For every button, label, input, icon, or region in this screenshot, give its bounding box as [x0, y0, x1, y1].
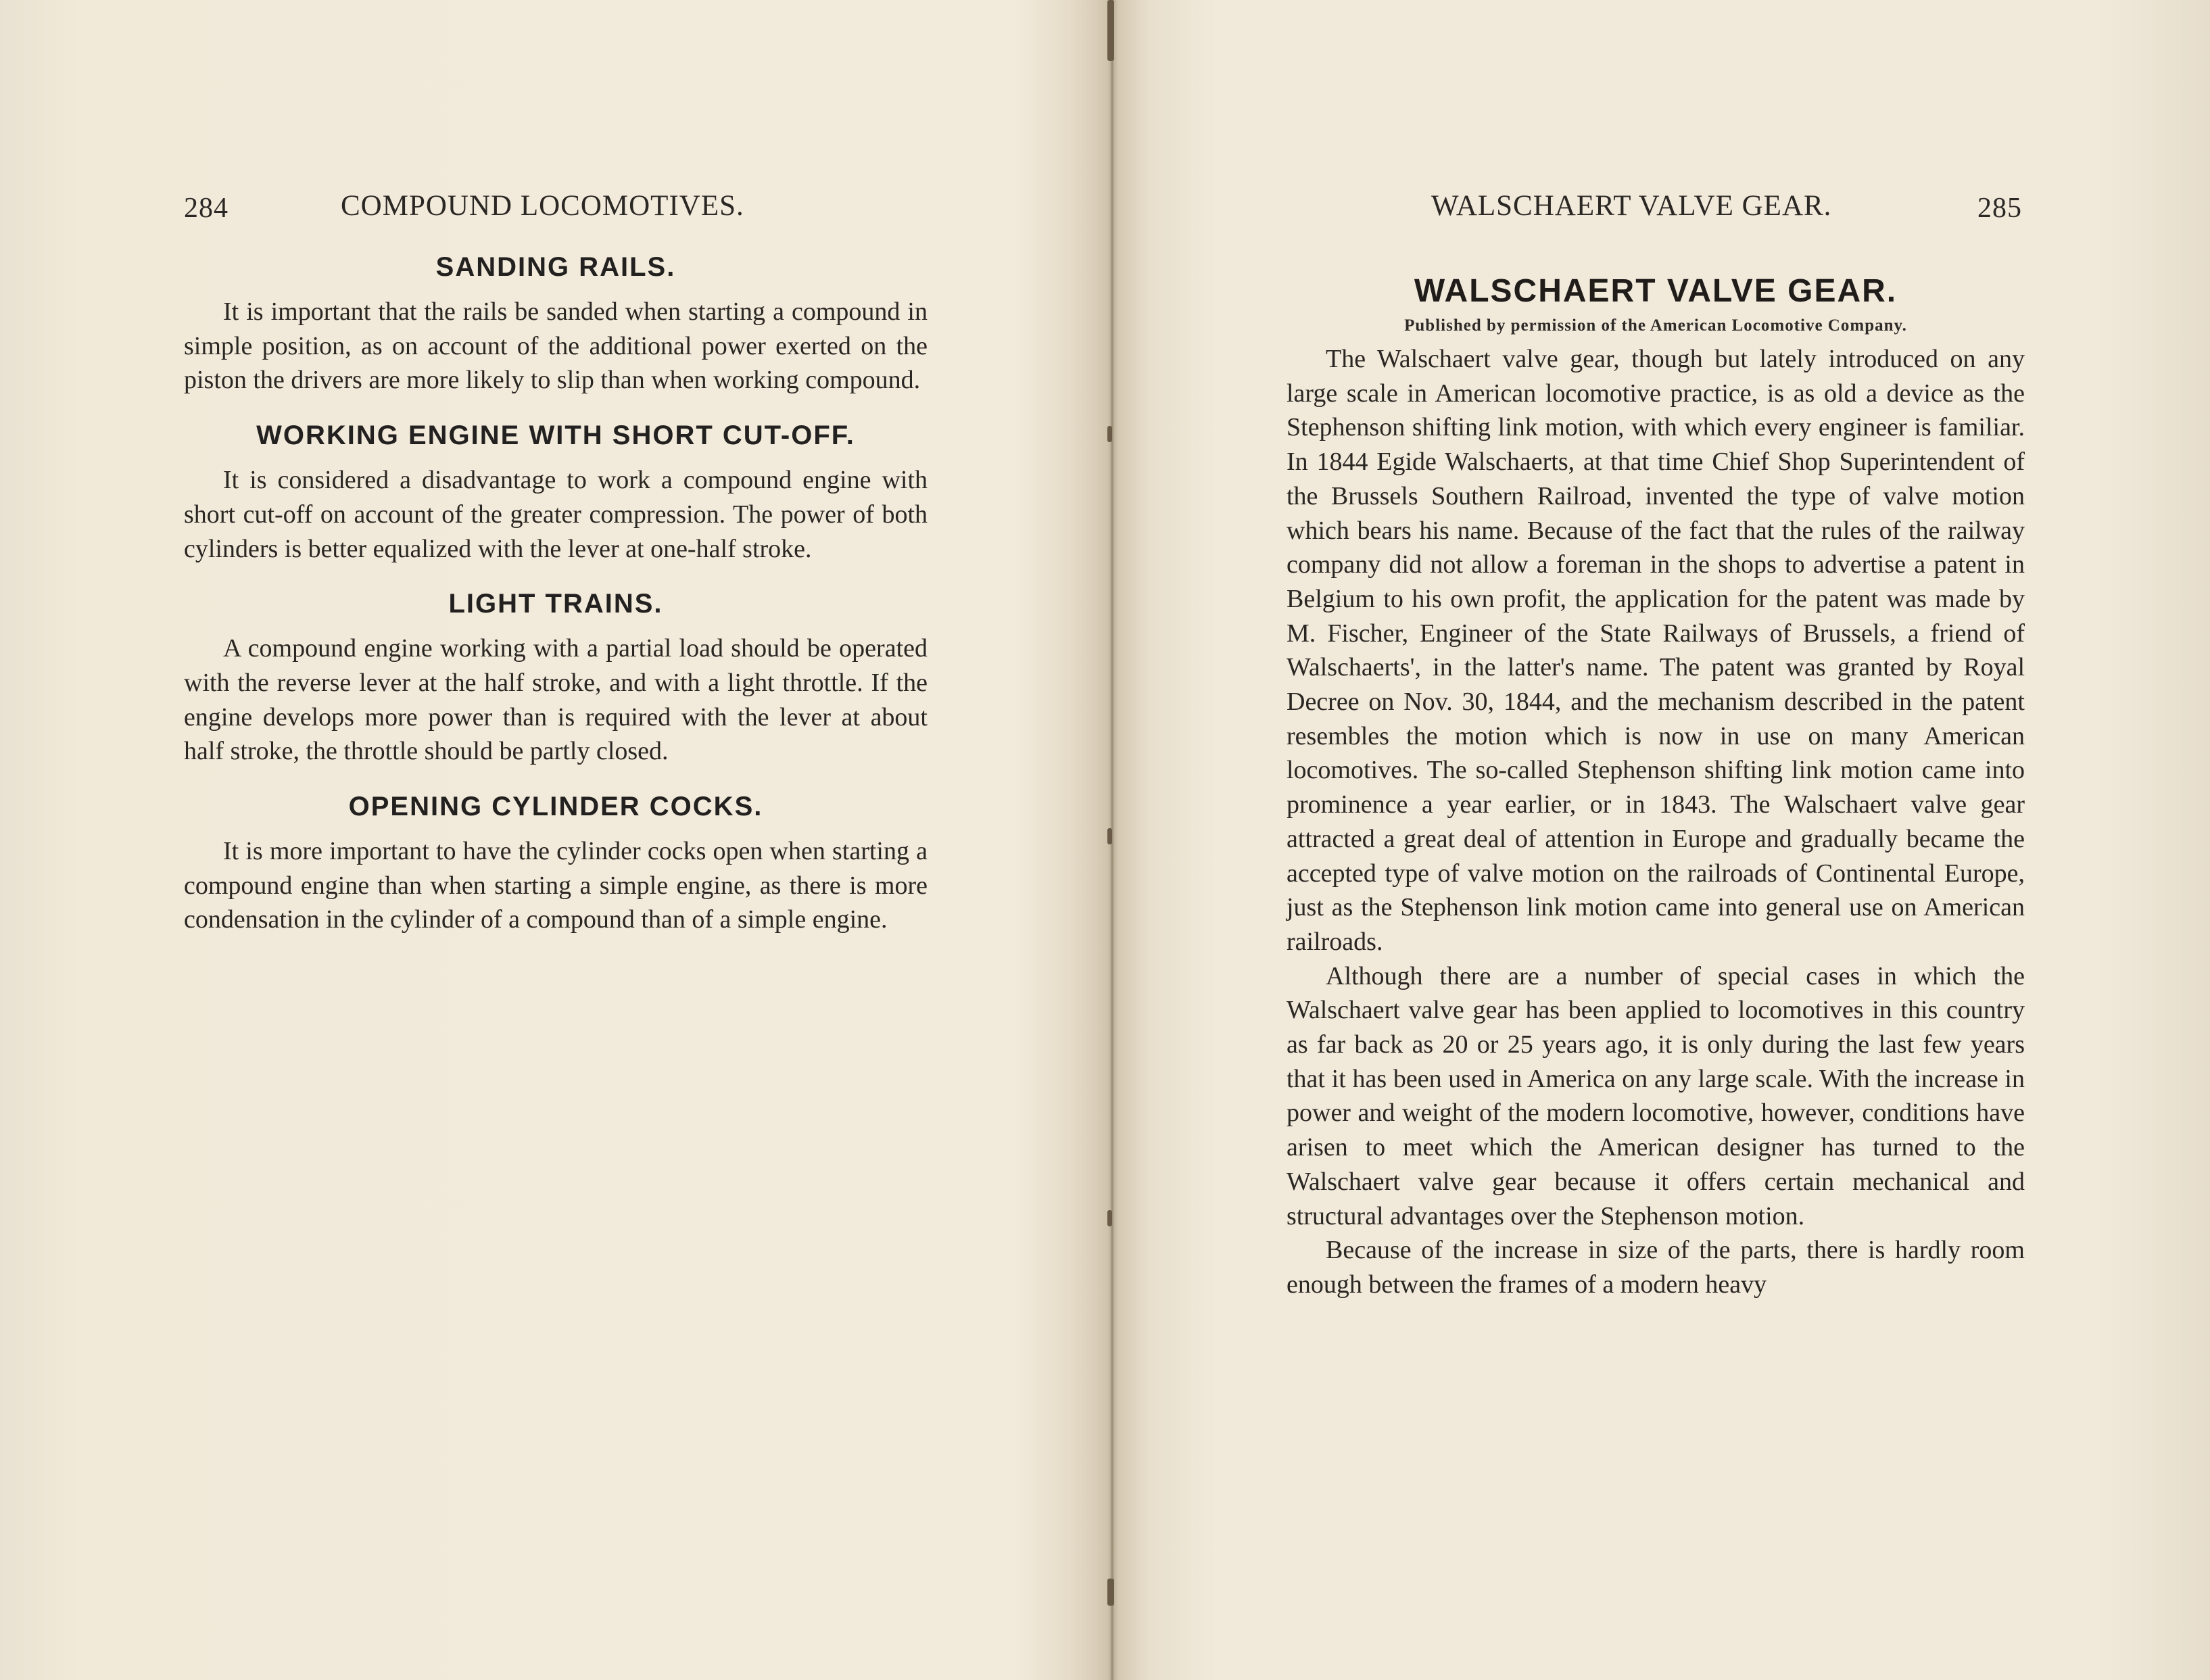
section-heading: SANDING RAILS. — [435, 252, 676, 282]
article-paragraph: Although there are a number of special cases in which the Walschaert valve gear has been applied to locomotives in this country as far back as 20 or 25 years ago, it is only during the last few years that it has been used in America on any large scale. With the increase in power and weight of the modern locomotive, however, conditions have arisen to meet which the American designer has turned to the Walschaert valve gear because it offers certain mechanical and structural advantages over the Stephenson motion. — [1287, 961, 2025, 1230]
section-paragraph: It is more important to have the cylinder cocks open when starting a compound engine than when starting a simple engine, as there is more condensation in the cylinder of a compound than of a simple engine. — [184, 837, 928, 934]
left-page-number: 284 — [184, 193, 229, 224]
section-paragraph: It is considered a disadvantage to work a compound engine with short cut-off on account of the greater compression. The power of both cylinders is better equalized with the lever at one-half stroke. — [184, 466, 928, 563]
article-paragraph: The Walschaert valve gear, though but lately introduced on any large scale in American locomotive practice, is as old a device as the Stephenson shifting link motion, with which every engineer is familiar. In 1844 Egide Walschaerts, at that time Chief Shop Superintendent of the Brussels Southern Railroad, invented the type of valve motion which bears his name. Because of the fact that the rules of the railway company did not allow a foreman in the shops to advertise a patent in Belgium to his own profit, the application for the patent was made by M. Fischer, Engineer of the State Railways of Brussels, a friend of Walschaerts', in the latter's name. The patent was granted by Royal Decree on Nov. 30, 1844, and the mechanism described in the patent resembles the motion which is now in use on many American locomotives. The so-called Stephenson shifting link motion came into prominence a year earlier, or in 1843. The Walschaert valve gear attracted a great deal of attention in Europe and gradually became the accepted type of valve motion on the railroads of Continental Europe, just as the Stephenson link motion came into general use on American railroads. — [1287, 345, 2025, 956]
section-heading: OPENING CYLINDER COCKS. — [348, 792, 763, 822]
right-running-head — [1287, 183, 2025, 230]
article-credit: Published by permission of the American Locomotive Company. — [1404, 316, 1907, 335]
article-title: WALSCHAERT VALVE GEAR. — [1414, 273, 1898, 309]
section-heading: LIGHT TRAINS. — [448, 589, 663, 619]
section-heading: WORKING ENGINE WITH SHORT CUT-OFF. — [256, 421, 855, 451]
section-paragraph: It is important that the rails be sanded when starting a compound in simple position, as on account of the additional power exerted on the piston the drivers are more likely to slip than when working compound. — [184, 297, 928, 395]
left-running-title: COMPOUND LOCOMOTIVES. — [341, 190, 744, 222]
left-page — [184, 183, 928, 937]
right-running-title: WALSCHAERT VALVE GEAR. — [1431, 190, 1832, 222]
section-paragraph: A compound engine working with a partial load should be operated with the reverse lever at the half stroke, and with a light throttle. If the engine develops more power than is required with the lever at about half stroke, the throttle should be partly closed. — [184, 634, 928, 766]
gutter-thread-mark — [1107, 426, 1112, 442]
right-page — [1287, 183, 2025, 1302]
gutter-thread-mark — [1107, 1210, 1112, 1226]
left-running-head — [184, 183, 928, 230]
gutter-thread-mark — [1107, 0, 1114, 61]
article-paragraph: Because of the increase in size of the parts, there is hardly room enough between the frames of a modern heavy — [1287, 1236, 2025, 1299]
right-page-number: 285 — [1977, 193, 2022, 224]
gutter-thread-mark — [1107, 828, 1112, 844]
gutter-thread-mark — [1107, 1579, 1114, 1606]
